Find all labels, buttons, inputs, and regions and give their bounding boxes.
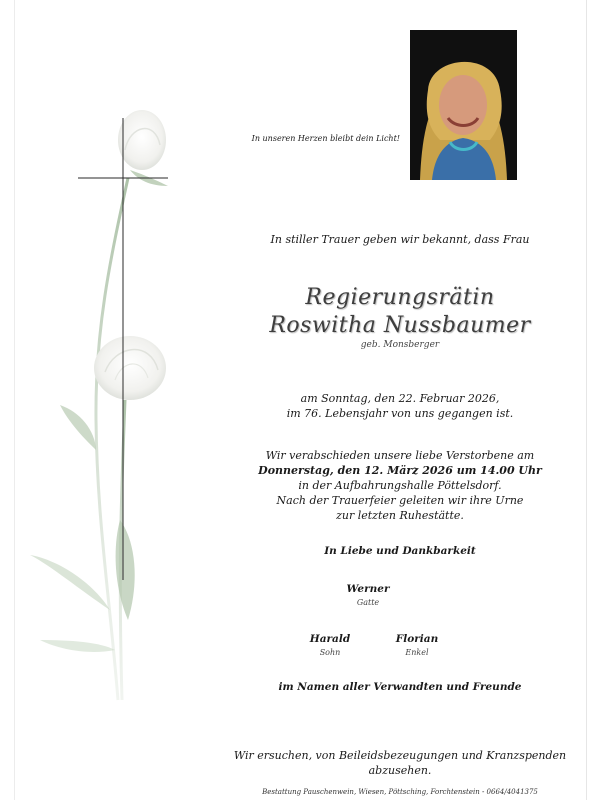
closing-text: In Liebe und Dankbarkeit [324, 545, 476, 557]
leaf-1 [60, 405, 96, 450]
ceremony-line-1: Wir verabschieden unsere liebe Verstorbene am [265, 449, 535, 462]
mourner-name: Harald [309, 633, 351, 645]
donation-request [190, 748, 600, 778]
death-age-line: im 76. Lebensjahr von uns gegangen ist. [286, 407, 514, 420]
mourner-role: Enkel [405, 648, 429, 657]
rose-bottom [94, 336, 166, 400]
intro-text: In stiller Trauer geben wir bekannt, dass Frau [270, 233, 530, 246]
leaf-3 [30, 555, 110, 610]
ceremony-line-5: zur letzten Ruhestätte. [336, 509, 464, 522]
funeral-home-footer: Bestattung Pauschenwein, Wiesen, Pöttsching, Forchtenstein - 0664/4041375 [262, 788, 538, 796]
request-line-1: Wir ersuchen, von Beileidsbezeugungen und Kranzspenden [233, 749, 567, 762]
deceased-name-block [190, 284, 600, 340]
leaf-2 [116, 520, 135, 620]
portrait-photo [410, 30, 517, 180]
ceremony-details [190, 448, 600, 523]
request-line-2: abzusehen. [368, 764, 432, 777]
maiden-name: geb. Monsberger [360, 340, 440, 350]
behalf-text: im Namen aller Verwandten und Freunde [278, 681, 522, 693]
death-date-line: am Sonntag, den 22. Februar 2026, [300, 392, 500, 405]
mourner-name: Florian [395, 633, 439, 645]
deceased-name: Roswitha Nussbaumer [269, 313, 531, 338]
mourner-role: Gatte [356, 598, 380, 607]
ceremony-line-4: Nach der Trauerfeier geleiten wir ihre Urne [276, 494, 524, 507]
deceased-title: Regierungsrätin [305, 285, 495, 310]
ceremony-location: in der Aufbahrungshalle Pöttelsdorf. [298, 479, 502, 492]
mourner-name: Werner [346, 583, 390, 595]
death-notice [190, 391, 600, 421]
motto-text: In unseren Herzen bleibt dein Licht! [251, 134, 400, 143]
ceremony-date: Donnerstag, den 12. März 2026 um 14.00 Uhr [258, 464, 542, 477]
mourner-role: Sohn [319, 648, 341, 657]
leaf-4 [40, 640, 115, 652]
